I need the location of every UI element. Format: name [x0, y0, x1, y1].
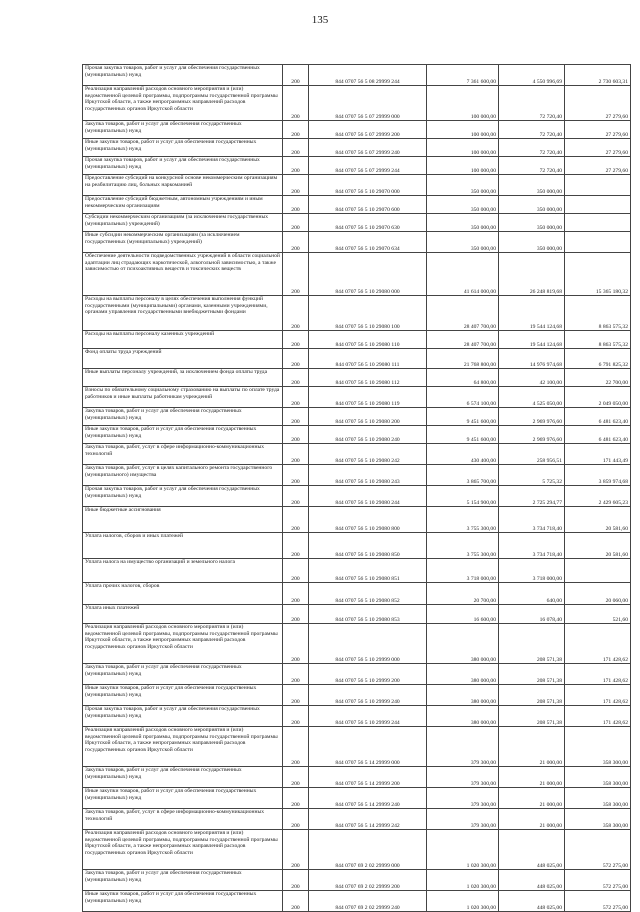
budget-classification-code-cell: 844 0707 56 5 08 29999 244 [309, 65, 427, 86]
unexecuted-amount-cell: 171 428,62 [565, 685, 631, 706]
expense-name-cell: Закупка товаров, работ и услуг для обеспечения государственных (муниципальных) нужд [83, 870, 283, 891]
unexecuted-amount-cell: 8 863 575,32 [565, 331, 631, 349]
line-code-cell: 200 [283, 830, 309, 870]
executed-amount-cell: 5 725,32 [499, 465, 565, 486]
line-code-cell: 200 [283, 196, 309, 214]
expense-name-cell: Фонд оплаты труда учреждений [83, 349, 283, 369]
line-code-cell: 200 [283, 296, 309, 331]
executed-amount-cell: 19 544 124,68 [499, 296, 565, 331]
line-code-cell: 200 [283, 465, 309, 486]
table-row [83, 387, 631, 408]
approved-amount-cell: 430 400,00 [427, 444, 499, 465]
budget-classification-code-cell: 844 0707 56 5 10 29080 000 [309, 253, 427, 296]
unexecuted-amount-cell: 8 863 575,32 [565, 296, 631, 331]
approved-amount-cell: 380 000,00 [427, 706, 499, 727]
unexecuted-amount-cell: 3 859 974,68 [565, 465, 631, 486]
expense-name-cell: Закупка товаров, работ, услуг в сфере информационно-коммуникационных технологий [83, 809, 283, 830]
budget-classification-code-cell: 844 0707 56 5 10 29080 850 [309, 533, 427, 559]
line-code-cell: 200 [283, 727, 309, 767]
budget-classification-code-cell: 844 0707 56 5 07 29999 240 [309, 139, 427, 157]
budget-classification-code-cell: 844 0707 69 2 02 29999 000 [309, 830, 427, 870]
budget-classification-code-cell: 844 0707 56 5 10 29080 852 [309, 583, 427, 605]
budget-classification-code-cell: 844 0707 56 5 10 29080 242 [309, 444, 427, 465]
unexecuted-amount-cell: 171 428,62 [565, 624, 631, 664]
table-row [83, 349, 631, 369]
expense-name-cell: Иные бюджетные ассигнования [83, 507, 283, 533]
line-code-cell: 200 [283, 331, 309, 349]
budget-execution-table [82, 64, 631, 912]
unexecuted-amount-cell: 358 300,00 [565, 809, 631, 830]
approved-amount-cell: 9 451 600,00 [427, 426, 499, 444]
line-code-cell: 200 [283, 533, 309, 559]
expense-name-cell: Взносы по обязательному социальному страхованию на выплаты по оплате труда работников и иные выплаты работникам учреждений [83, 387, 283, 408]
budget-classification-code-cell: 844 0707 56 5 14 29999 000 [309, 727, 427, 767]
budget-classification-code-cell: 844 0707 56 5 10 29999 000 [309, 624, 427, 664]
unexecuted-amount-cell: 6 481 623,40 [565, 408, 631, 426]
executed-amount-cell: 3 718 000,00 [499, 559, 565, 583]
table-row [83, 830, 631, 870]
expense-name-cell: Реализация направлений расходов основного мероприятия и (или) ведомственной целевой программы, подпрограммы государственной программы Иркутской области, а также непрограммных направлений расходов государственных органов Иркутской области [83, 727, 283, 767]
budget-classification-code-cell: 844 0707 56 5 10 29080 851 [309, 559, 427, 583]
approved-amount-cell: 100 000,00 [427, 121, 499, 139]
unexecuted-amount-cell: 27 279,60 [565, 157, 631, 175]
expense-name-cell: Иные субсидии некоммерческим организациям (за исключением государственных (муниципальных) учреждений) [83, 232, 283, 253]
page-number: 135 [311, 14, 329, 26]
executed-amount-cell: 14 976 974,68 [499, 349, 565, 369]
executed-amount-cell: 72 720,40 [499, 86, 565, 121]
unexecuted-amount-cell: 171 443,49 [565, 444, 631, 465]
executed-amount-cell: 258 956,51 [499, 444, 565, 465]
expense-name-cell: Прочая закупка товаров, работ и услуг для обеспечения государственных (муниципальных) нужд [83, 157, 283, 175]
budget-classification-code-cell: 844 0707 56 5 14 29999 240 [309, 788, 427, 809]
executed-amount-cell: 21 000,00 [499, 809, 565, 830]
unexecuted-amount-cell: 358 300,00 [565, 727, 631, 767]
approved-amount-cell: 16 600,00 [427, 605, 499, 624]
table-row [83, 296, 631, 331]
expense-name-cell: Реализация направлений расходов основного мероприятия и (или) ведомственной целевой программы, подпрограммы государственной программы Иркутской области, а также непрограммных направлений расходов государственных органов Иркутской области [83, 830, 283, 870]
line-code-cell: 200 [283, 444, 309, 465]
budget-classification-code-cell: 844 0707 56 5 07 29999 200 [309, 121, 427, 139]
executed-amount-cell: 208 571,38 [499, 624, 565, 664]
table-row [83, 624, 631, 664]
budget-classification-code-cell: 844 0707 56 5 14 29999 200 [309, 767, 427, 788]
expense-name-cell: Иные выплаты персоналу учреждений, за исключением фонда оплаты труда [83, 369, 283, 387]
executed-amount-cell: 208 571,38 [499, 685, 565, 706]
budget-classification-code-cell: 844 0707 69 2 02 29999 200 [309, 870, 427, 891]
approved-amount-cell: 350 000,00 [427, 214, 499, 232]
executed-amount-cell: 21 000,00 [499, 788, 565, 809]
unexecuted-amount-cell [565, 559, 631, 583]
unexecuted-amount-cell: 27 279,60 [565, 139, 631, 157]
unexecuted-amount-cell: 27 279,60 [565, 86, 631, 121]
approved-amount-cell: 3 718 000,00 [427, 559, 499, 583]
unexecuted-amount-cell: 22 700,00 [565, 369, 631, 387]
executed-amount-cell: 208 571,38 [499, 664, 565, 685]
approved-amount-cell: 7 361 600,00 [427, 65, 499, 86]
executed-amount-cell: 3 734 718,40 [499, 507, 565, 533]
unexecuted-amount-cell: 572 275,00 [565, 891, 631, 912]
expense-name-cell: Иные закупки товаров, работ и услуг для обеспечения государственных (муниципальных) нужд [83, 788, 283, 809]
line-code-cell: 200 [283, 605, 309, 624]
approved-amount-cell: 379 300,00 [427, 767, 499, 788]
budget-classification-code-cell: 844 0707 56 5 14 29999 242 [309, 809, 427, 830]
line-code-cell: 200 [283, 86, 309, 121]
expense-name-cell: Закупка товаров, работ, услуг в сфере информационно-коммуникационных технологий [83, 444, 283, 465]
line-code-cell: 200 [283, 809, 309, 830]
line-code-cell: 200 [283, 408, 309, 426]
line-code-cell: 200 [283, 121, 309, 139]
unexecuted-amount-cell: 15 365 180,32 [565, 253, 631, 296]
expense-name-cell: Уплата иных платежей [83, 605, 283, 624]
executed-amount-cell: 350 000,00 [499, 196, 565, 214]
unexecuted-amount-cell: 20 060,00 [565, 583, 631, 605]
approved-amount-cell: 20 700,00 [427, 583, 499, 605]
approved-amount-cell: 380 000,00 [427, 685, 499, 706]
budget-classification-code-cell: 844 0707 56 5 10 29080 111 [309, 349, 427, 369]
executed-amount-cell: 4 550 996,69 [499, 65, 565, 86]
executed-amount-cell: 448 025,00 [499, 830, 565, 870]
executed-amount-cell: 72 720,40 [499, 157, 565, 175]
line-code-cell: 200 [283, 870, 309, 891]
table-row [83, 664, 631, 685]
table-row [83, 788, 631, 809]
table-row [83, 426, 631, 444]
approved-amount-cell: 1 020 300,00 [427, 891, 499, 912]
unexecuted-amount-cell: 572 275,00 [565, 870, 631, 891]
line-code-cell: 200 [283, 214, 309, 232]
executed-amount-cell: 640,00 [499, 583, 565, 605]
line-code-cell: 200 [283, 426, 309, 444]
approved-amount-cell: 100 000,00 [427, 139, 499, 157]
unexecuted-amount-cell: 2 429 605,23 [565, 486, 631, 507]
executed-amount-cell: 350 000,00 [499, 232, 565, 253]
approved-amount-cell: 64 800,00 [427, 369, 499, 387]
line-code-cell: 200 [283, 139, 309, 157]
line-code-cell: 200 [283, 767, 309, 788]
approved-amount-cell: 3 865 700,00 [427, 465, 499, 486]
table-row [83, 444, 631, 465]
unexecuted-amount-cell: 171 428,62 [565, 664, 631, 685]
table-row [83, 809, 631, 830]
table-row [83, 605, 631, 624]
line-code-cell: 200 [283, 369, 309, 387]
executed-amount-cell: 42 100,00 [499, 369, 565, 387]
table-row [83, 331, 631, 349]
expense-name-cell: Закупка товаров, работ и услуг для обеспечения государственных (муниципальных) нужд [83, 121, 283, 139]
table-row [83, 583, 631, 605]
expense-name-cell: Реализация направлений расходов основного мероприятия и (или) ведомственной целевой программы, подпрограммы государственной программы Иркутской области, а также непрограммных направлений расходов государственных органов Иркутской области [83, 86, 283, 121]
expense-name-cell: Прочая закупка товаров, работ и услуг для обеспечения государственных (муниципальных) нужд [83, 706, 283, 727]
table-row [83, 486, 631, 507]
table-row [83, 891, 631, 912]
approved-amount-cell: 100 000,00 [427, 157, 499, 175]
expense-name-cell: Реализация направлений расходов основного мероприятия и (или) ведомственной целевой программы, подпрограммы государственной программы Иркутской области, а также непрограммных направлений расходов государственных органов Иркутской области [83, 624, 283, 664]
table-row [83, 767, 631, 788]
executed-amount-cell: 2 969 976,60 [499, 408, 565, 426]
line-code-cell: 200 [283, 583, 309, 605]
budget-classification-code-cell: 844 0707 56 5 10 29080 200 [309, 408, 427, 426]
expense-name-cell: Уплата прочих налогов, сборов [83, 583, 283, 605]
unexecuted-amount-cell: 2 730 603,31 [565, 65, 631, 86]
approved-amount-cell: 100 000,00 [427, 86, 499, 121]
executed-amount-cell: 350 000,00 [499, 214, 565, 232]
unexecuted-amount-cell: 521,60 [565, 605, 631, 624]
line-code-cell: 200 [283, 349, 309, 369]
approved-amount-cell: 380 000,00 [427, 664, 499, 685]
approved-amount-cell: 350 000,00 [427, 232, 499, 253]
budget-classification-code-cell: 844 0707 56 5 10 29999 240 [309, 685, 427, 706]
table-row [83, 559, 631, 583]
approved-amount-cell: 3 755 300,00 [427, 507, 499, 533]
executed-amount-cell: 16 078,40 [499, 605, 565, 624]
table-row [83, 369, 631, 387]
expense-name-cell: Иные закупки товаров, работ и услуг для обеспечения государственных (муниципальных) нужд [83, 685, 283, 706]
table-row [83, 139, 631, 157]
line-code-cell: 200 [283, 706, 309, 727]
line-code-cell: 200 [283, 387, 309, 408]
line-code-cell: 200 [283, 232, 309, 253]
budget-classification-code-cell: 844 0707 56 5 10 29080 112 [309, 369, 427, 387]
executed-amount-cell: 350 000,00 [499, 175, 565, 196]
budget-classification-code-cell: 844 0707 56 5 10 29080 119 [309, 387, 427, 408]
table-row [83, 685, 631, 706]
approved-amount-cell: 379 300,00 [427, 788, 499, 809]
budget-classification-code-cell: 844 0707 56 5 10 29999 200 [309, 664, 427, 685]
executed-amount-cell: 19 544 124,68 [499, 331, 565, 349]
unexecuted-amount-cell: 6 481 623,40 [565, 426, 631, 444]
budget-classification-code-cell: 844 0707 56 5 10 29080 244 [309, 486, 427, 507]
table-row [83, 86, 631, 121]
line-code-cell: 200 [283, 685, 309, 706]
table-row [83, 706, 631, 727]
budget-classification-code-cell: 844 0707 56 5 10 29080 853 [309, 605, 427, 624]
expense-name-cell: Уплата налогов, сборов и иных платежей [83, 533, 283, 559]
approved-amount-cell: 5 154 900,00 [427, 486, 499, 507]
table-row [83, 507, 631, 533]
approved-amount-cell: 1 020 300,00 [427, 830, 499, 870]
line-code-cell: 200 [283, 507, 309, 533]
expense-name-cell: Закупка товаров, работ и услуг для обеспечения государственных (муниципальных) нужд [83, 664, 283, 685]
budget-classification-code-cell: 844 0707 56 5 07 29999 244 [309, 157, 427, 175]
approved-amount-cell: 1 020 300,00 [427, 870, 499, 891]
unexecuted-amount-cell: 20 581,60 [565, 533, 631, 559]
line-code-cell: 200 [283, 486, 309, 507]
executed-amount-cell: 2 725 294,77 [499, 486, 565, 507]
executed-amount-cell: 2 969 976,60 [499, 426, 565, 444]
executed-amount-cell: 26 248 819,68 [499, 253, 565, 296]
approved-amount-cell: 28 407 700,00 [427, 331, 499, 349]
approved-amount-cell: 350 000,00 [427, 175, 499, 196]
table-row [83, 214, 631, 232]
expense-name-cell: Субсидии некоммерческим организациям (за исключением государственных (муниципальных) учреждений) [83, 214, 283, 232]
line-code-cell: 200 [283, 157, 309, 175]
approved-amount-cell: 3 755 300,00 [427, 533, 499, 559]
line-code-cell: 200 [283, 664, 309, 685]
executed-amount-cell: 4 525 050,00 [499, 387, 565, 408]
budget-classification-code-cell: 844 0707 56 5 10 29999 244 [309, 706, 427, 727]
table-row [83, 465, 631, 486]
line-code-cell: 200 [283, 624, 309, 664]
line-code-cell: 200 [283, 559, 309, 583]
executed-amount-cell: 208 571,38 [499, 706, 565, 727]
executed-amount-cell: 448 025,00 [499, 891, 565, 912]
budget-classification-code-cell: 844 0707 56 5 10 29080 240 [309, 426, 427, 444]
table-row [83, 870, 631, 891]
line-code-cell: 200 [283, 891, 309, 912]
executed-amount-cell: 72 720,40 [499, 139, 565, 157]
expense-name-cell: Предоставление субсидий бюджетным, автономным учреждениям и иным некоммерческим организациям [83, 196, 283, 214]
unexecuted-amount-cell [565, 175, 631, 196]
table-row [83, 253, 631, 296]
expense-name-cell: Иные закупки товаров, работ и услуг для обеспечения государственных (муниципальных) нужд [83, 139, 283, 157]
budget-classification-code-cell: 844 0707 56 5 10 29080 100 [309, 296, 427, 331]
executed-amount-cell: 21 000,00 [499, 767, 565, 788]
expense-name-cell: Уплата налога на имущество организаций и земельного налога [83, 559, 283, 583]
table-row [83, 533, 631, 559]
expense-name-cell: Закупка товаров, работ и услуг для обеспечения государственных (муниципальных) нужд [83, 408, 283, 426]
executed-amount-cell: 448 025,00 [499, 870, 565, 891]
table-row [83, 157, 631, 175]
executed-amount-cell: 72 720,40 [499, 121, 565, 139]
budget-classification-code-cell: 844 0707 56 5 10 29070 000 [309, 175, 427, 196]
approved-amount-cell: 380 000,00 [427, 624, 499, 664]
executed-amount-cell: 21 000,00 [499, 727, 565, 767]
expense-name-cell: Прочая закупка товаров, работ и услуг для обеспечения государственных (муниципальных) нужд [83, 486, 283, 507]
approved-amount-cell: 9 451 600,00 [427, 408, 499, 426]
table-row [83, 121, 631, 139]
unexecuted-amount-cell [565, 196, 631, 214]
unexecuted-amount-cell: 572 275,00 [565, 830, 631, 870]
table-body [83, 65, 631, 912]
budget-classification-code-cell: 844 0707 56 5 07 29999 000 [309, 86, 427, 121]
table-row [83, 408, 631, 426]
table-row [83, 232, 631, 253]
line-code-cell: 200 [283, 788, 309, 809]
expense-name-cell: Расходы на выплаты персоналу в целях обеспечения выполнения функций государственными (муниципальными) органами, казенными учреждениями, органами управления государственными внебюджетными фондами [83, 296, 283, 331]
budget-classification-code-cell: 844 0707 56 5 10 29080 110 [309, 331, 427, 349]
expense-name-cell: Иные закупки товаров, работ и услуг для обеспечения государственных (муниципальных) нужд [83, 426, 283, 444]
approved-amount-cell: 6 574 100,00 [427, 387, 499, 408]
expense-name-cell: Закупка товаров, работ и услуг для обеспечения государственных (муниципальных) нужд [83, 767, 283, 788]
line-code-cell: 200 [283, 175, 309, 196]
expense-name-cell: Прочая закупка товаров, работ и услуг для обеспечения государственных (муниципальных) нужд [83, 65, 283, 86]
approved-amount-cell: 379 300,00 [427, 727, 499, 767]
unexecuted-amount-cell [565, 214, 631, 232]
table-row [83, 196, 631, 214]
approved-amount-cell: 41 614 000,00 [427, 253, 499, 296]
approved-amount-cell: 28 407 700,00 [427, 296, 499, 331]
unexecuted-amount-cell: 358 300,00 [565, 788, 631, 809]
unexecuted-amount-cell: 358 300,00 [565, 767, 631, 788]
expense-name-cell: Расходы на выплаты персоналу казенных учреждений [83, 331, 283, 349]
expense-name-cell: Обеспечение деятельности подведомственных учреждений в области социальной адаптации лиц страдающих наркотической, алкогольной зависимостью, а также зависимостью от психоактивных веществ и токсических веществ [83, 253, 283, 296]
approved-amount-cell: 350 000,00 [427, 196, 499, 214]
table-row [83, 727, 631, 767]
approved-amount-cell: 21 768 800,00 [427, 349, 499, 369]
budget-classification-code-cell: 844 0707 56 5 10 29070 630 [309, 214, 427, 232]
budget-classification-code-cell: 844 0707 56 5 10 29080 800 [309, 507, 427, 533]
unexecuted-amount-cell: 2 049 050,00 [565, 387, 631, 408]
budget-classification-code-cell: 844 0707 56 5 10 29070 600 [309, 196, 427, 214]
table-row [83, 65, 631, 86]
table-row [83, 175, 631, 196]
unexecuted-amount-cell: 27 279,60 [565, 121, 631, 139]
unexecuted-amount-cell: 6 791 825,32 [565, 349, 631, 369]
expense-name-cell: Иные закупки товаров, работ и услуг для обеспечения государственных (муниципальных) нужд [83, 891, 283, 912]
expense-name-cell: Предоставление субсидий на конкурсной основе некоммерческим организациям на реабилитацию лиц, больных наркоманией [83, 175, 283, 196]
approved-amount-cell: 379 300,00 [427, 809, 499, 830]
expense-name-cell: Закупка товаров, работ, услуг в целях капитального ремонта государственного (муниципального) имущества [83, 465, 283, 486]
executed-amount-cell: 3 734 718,40 [499, 533, 565, 559]
unexecuted-amount-cell: 171 428,62 [565, 706, 631, 727]
unexecuted-amount-cell: 20 581,60 [565, 507, 631, 533]
line-code-cell: 200 [283, 65, 309, 86]
budget-classification-code-cell: 844 0707 56 5 10 29070 634 [309, 232, 427, 253]
budget-classification-code-cell: 844 0707 56 5 10 29080 243 [309, 465, 427, 486]
line-code-cell: 200 [283, 253, 309, 296]
budget-classification-code-cell: 844 0707 69 2 02 29999 240 [309, 891, 427, 912]
unexecuted-amount-cell [565, 232, 631, 253]
